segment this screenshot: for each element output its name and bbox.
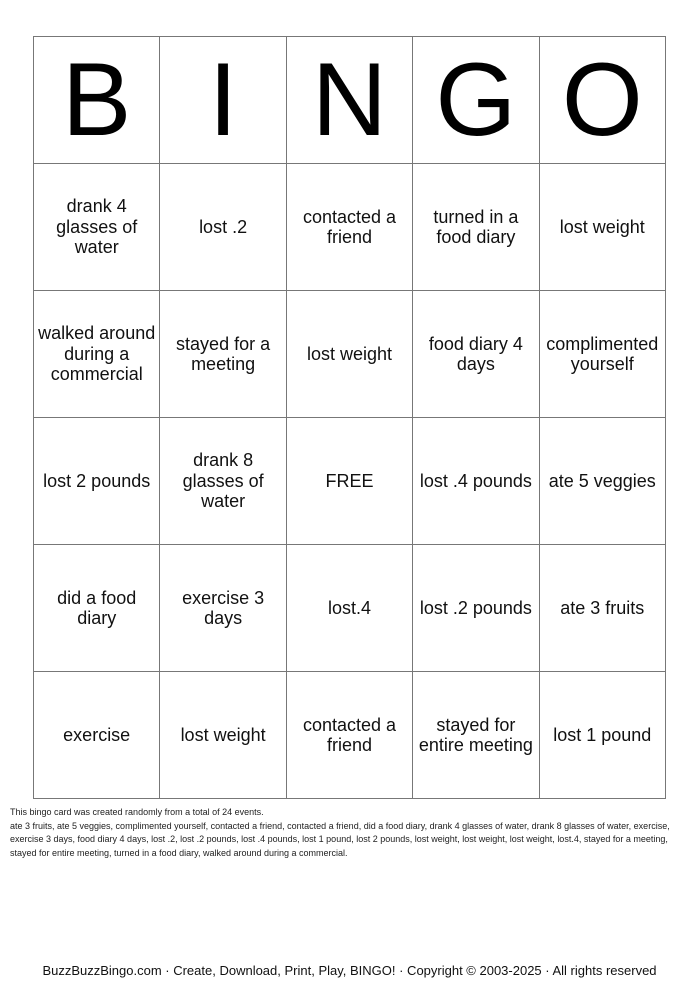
card-row: [34, 164, 666, 291]
header-letter-i: I: [160, 37, 286, 164]
card-cell: lost weight: [160, 672, 286, 799]
header-letter-o: O: [539, 37, 665, 164]
card-cell: drank 4 glasses of water: [34, 164, 160, 291]
card-cell: exercise 3 days: [160, 545, 286, 672]
card-cell: ate 5 veggies: [539, 418, 665, 545]
card-cell: lost .2 pounds: [413, 545, 539, 672]
card-description: [10, 806, 690, 860]
description-intro: This bingo card was created randomly from a total of 24 events.: [10, 807, 264, 817]
card-cell: exercise: [34, 672, 160, 799]
footer-copyright: BuzzBuzzBingo.com · Create, Download, Print, Play, BINGO! · Copyright © 2003-2025 · All rights reserved: [42, 963, 657, 978]
card-row: [34, 672, 666, 799]
card-row: [34, 418, 666, 545]
card-cell: ate 3 fruits: [539, 545, 665, 672]
card-row: [34, 545, 666, 672]
card-cell: walked around during a commercial: [34, 291, 160, 418]
card-cell: lost weight: [286, 291, 412, 418]
free-space-cell: FREE: [286, 418, 412, 545]
card-cell: did a food diary: [34, 545, 160, 672]
card-cell: food diary 4 days: [413, 291, 539, 418]
description-events-list: ate 3 fruits, ate 5 veggies, complimented yourself, contacted a friend, contacted a friend, did a food diary, drank 4 glasses of water, drank 8 glasses of water, exercise, exercise 3 days, food diary 4 days, lost .2, lost .2 pounds, lost .4 pounds, lost 1 pound, lost 2 pounds, lost weight, lost weight, lost weight, lost.4, stayed for a meeting, stayed for entire meeting, turned in a food diary, walked around during a commercial.: [10, 820, 670, 858]
card-cell: lost .2: [160, 164, 286, 291]
card-cell: drank 8 glasses of water: [160, 418, 286, 545]
card-cell: contacted a friend: [286, 672, 412, 799]
card-row: [34, 291, 666, 418]
card-cell: turned in a food diary: [413, 164, 539, 291]
card-cell: lost 2 pounds: [34, 418, 160, 545]
header-row: [34, 37, 666, 164]
card-cell: stayed for a meeting: [160, 291, 286, 418]
header-letter-g: G: [413, 37, 539, 164]
bingo-card: [33, 36, 666, 799]
card-cell: lost 1 pound: [539, 672, 665, 799]
header-letter-b: B: [34, 37, 160, 164]
card-cell: lost .4 pounds: [413, 418, 539, 545]
card-cell: lost.4: [286, 545, 412, 672]
card-cell: stayed for entire meeting: [413, 672, 539, 799]
card-cell: complimented yourself: [539, 291, 665, 418]
card-cell: lost weight: [539, 164, 665, 291]
card-cell: contacted a friend: [286, 164, 412, 291]
header-letter-n: N: [286, 37, 412, 164]
